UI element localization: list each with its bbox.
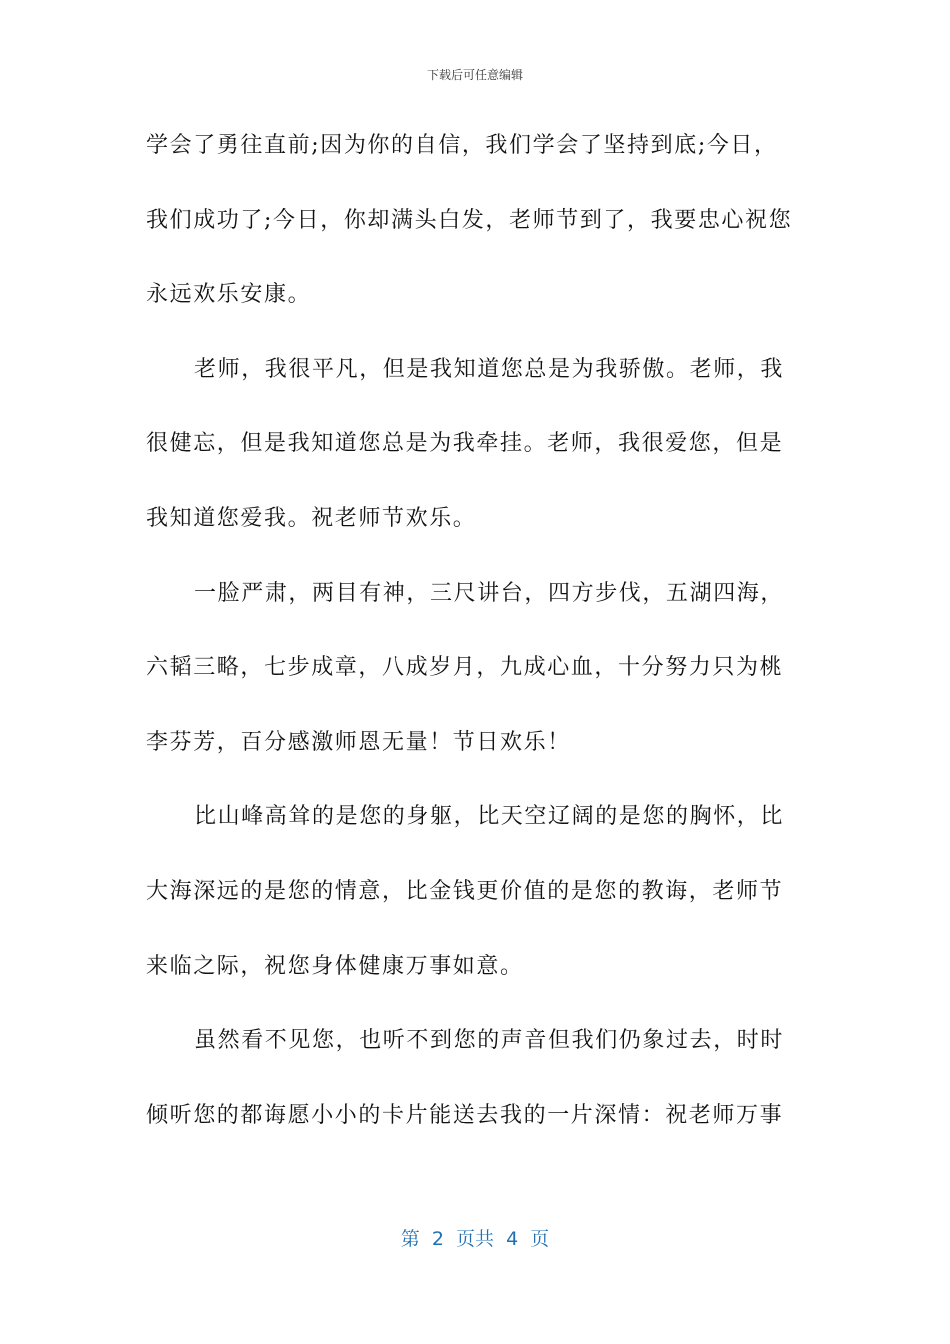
document-body bbox=[146, 120, 814, 1164]
body-line: 来临之际，祝您身体健康万事如意。 bbox=[146, 953, 524, 979]
body-line: 倾听您的都诲愿小小的卡片能送去我的一片深情：祝老师万事 bbox=[146, 1102, 784, 1128]
body-line: 学会了勇往直前;因为你的自信，我们学会了坚持到底;今日， bbox=[146, 133, 778, 158]
paragraph-start-line: 虽然看不见您，也听不到您的声音但我们仍象过去，时时 bbox=[194, 1028, 785, 1054]
page-number: 第 2 页共 4 页 bbox=[400, 1228, 550, 1250]
body-line: 永远欢乐安康。 bbox=[146, 282, 312, 308]
paragraph-start-line: 比山峰高耸的是您的身躯，比天空辽阔的是您的胸怀，比 bbox=[194, 804, 785, 830]
paragraph-start-line: 老师，我很平凡，但是我知道您总是为我骄傲。老师，我 bbox=[194, 356, 785, 382]
body-line: 我们成功了;今日，你却满头白发，老师节到了，我要忠心祝您 bbox=[146, 207, 793, 233]
header-note: 下载后可任意编辑 bbox=[426, 68, 523, 82]
body-line: 李芬芳，百分感激师恩无量！节日欢乐！ bbox=[146, 729, 571, 755]
paragraph-start-line: 一脸严肃，两目有神，三尺讲台，四方步伐，五湖四海， bbox=[194, 580, 785, 606]
body-line: 我知道您爱我。祝老师节欢乐。 bbox=[146, 505, 477, 531]
body-line: 大海深远的是您的情意，比金钱更价值的是您的教诲，老师节 bbox=[146, 878, 784, 904]
body-line: 很健忘，但是我知道您总是为我牵挂。老师，我很爱您，但是 bbox=[146, 431, 784, 457]
body-line: 六韬三略，七步成章，八成岁月，九成心血，十分努力只为桃 bbox=[146, 655, 784, 681]
